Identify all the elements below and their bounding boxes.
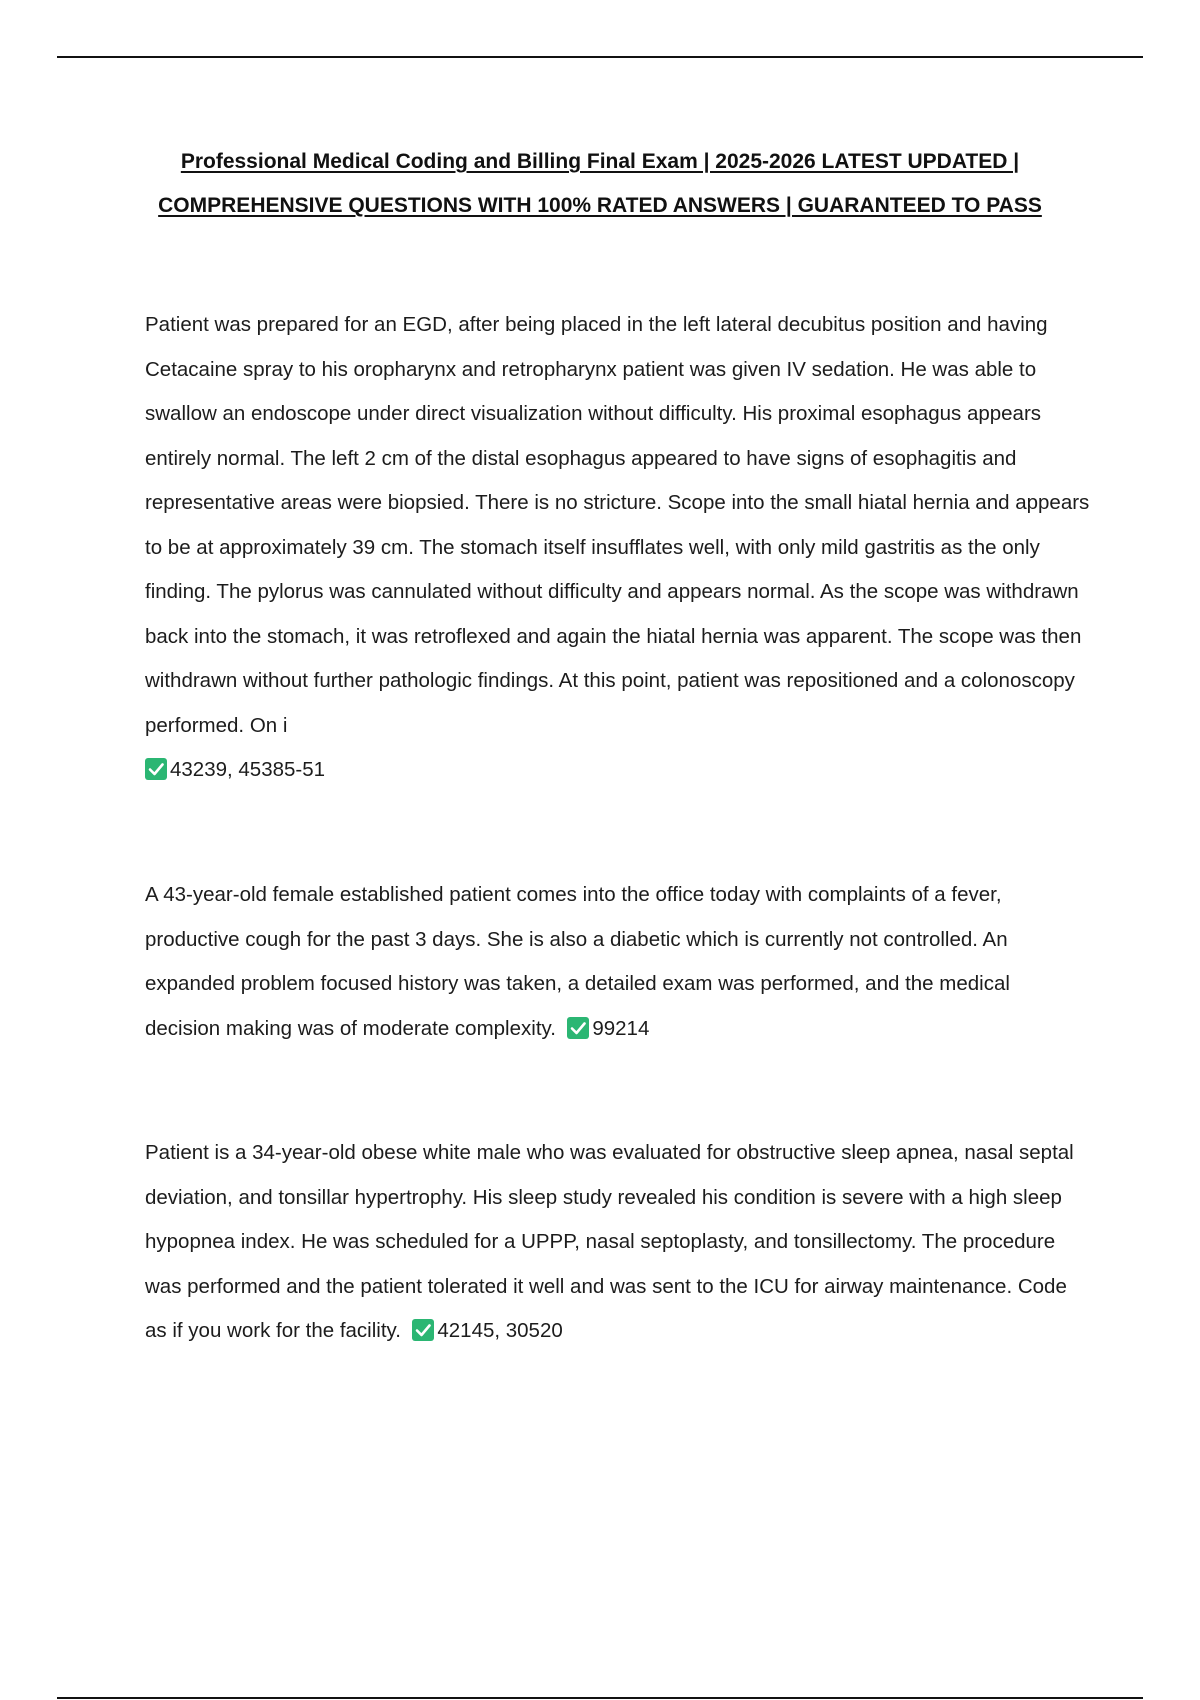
question-block [145, 873, 1090, 1051]
question-text: Patient is a 34-year-old obese white male who was evaluated for obstructive sleep apnea, nasal septal deviation, and tonsillar hypertrophy. His sleep study revealed his condition is severe with a high sleep hypopnea index. He was scheduled for a UPPP, nasal septoplasty, and tonsillectomy. The procedure was performed and the patient tolerated it well and was sent to the ICU for airway maintenance. Code as if you work for the facility. [145, 1141, 1074, 1342]
question-block [145, 1131, 1090, 1354]
answer [567, 1017, 649, 1040]
document-title [100, 140, 1100, 228]
top-divider [57, 56, 1143, 58]
question-text: A 43-year-old female established patient comes into the office today with complaints of a fever, productive cough for the past 3 days. She is also a diabetic which is currently not controlled. An expanded problem focused history was taken, a detailed exam was performed, and the medical decision making was of moderate complexity. [145, 883, 1010, 1040]
check-mark-icon [567, 1017, 589, 1039]
check-mark-icon [145, 758, 167, 780]
title-line-1: Professional Medical Coding and Billing Final Exam | 2025-2026 LATEST UPDATED | [180, 150, 1020, 173]
question-text: Patient was prepared for an EGD, after being placed in the left lateral decubitus position and having Cetacaine spray to his oropharynx and retropharynx patient was given IV sedation. He was able to swallow an endoscope under direct visualization without difficulty. His proximal esophagus appears entirely normal. The left 2 cm of the distal esophagus appeared to have signs of esophagitis and representative areas were biopsied. There is no stricture. Scope into the small hiatal hernia and appears to be at approximately 39 cm. The stomach itself insufflates well, with only mild gastritis as the only finding. The pylorus was cannulated without difficulty and appears normal. As the scope was withdrawn back into the stomach, it was retroflexed and again the hiatal hernia was apparent. The scope was then withdrawn without further pathologic findings. At this point, patient was repositioned and a colonoscopy performed. On i [145, 313, 1090, 737]
answer [145, 748, 1090, 793]
answer-code: 42145, 30520 [437, 1319, 563, 1342]
answer-code: 99214 [592, 1016, 650, 1040]
check-mark-icon [412, 1319, 434, 1341]
answer [412, 1319, 562, 1342]
title-line-2: COMPREHENSIVE QUESTIONS WITH 100% RATED ANSWERS | GUARANTEED TO PASS [158, 194, 1042, 217]
bottom-divider [57, 1697, 1143, 1699]
answer-code: 43239, 45385-51 [170, 758, 326, 781]
question-block [145, 303, 1090, 793]
